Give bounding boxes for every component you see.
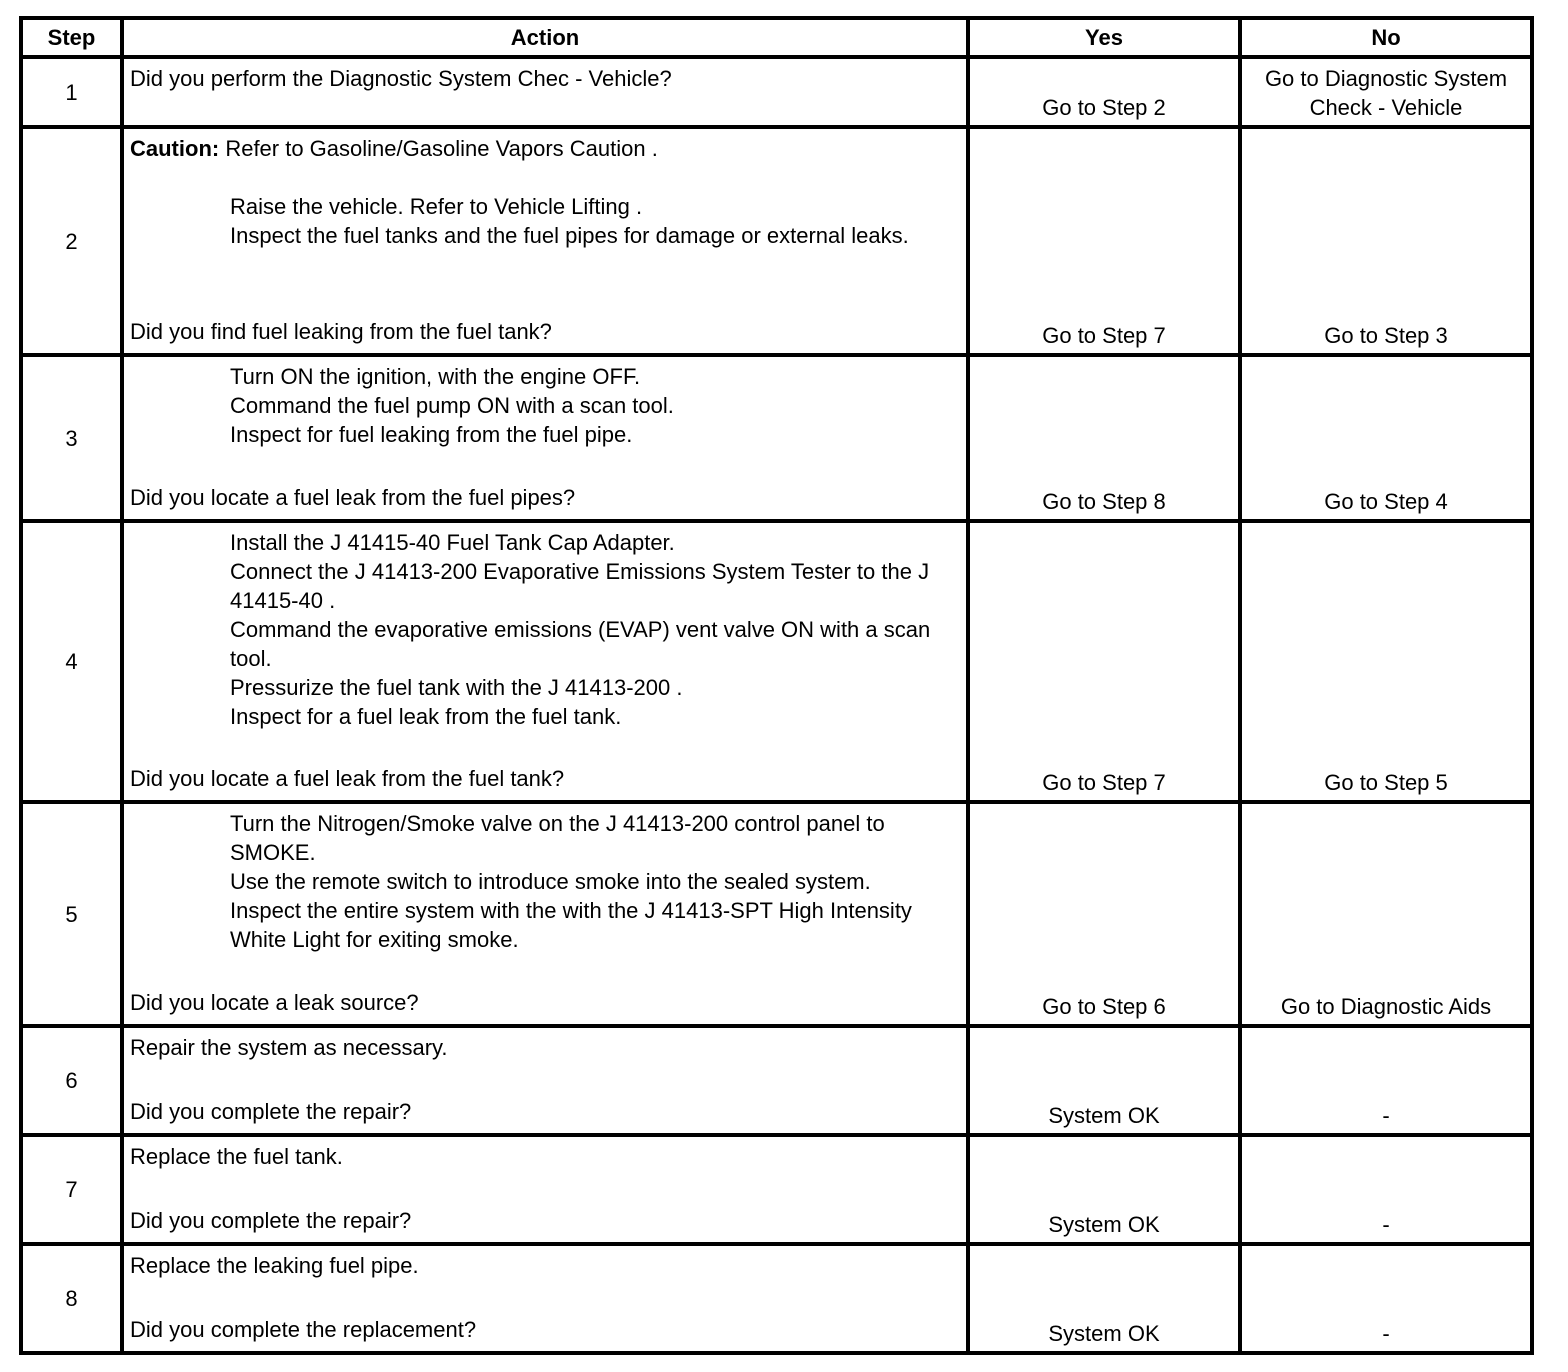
no-text-line1: Go to Diagnostic System bbox=[1264, 66, 1508, 91]
yes-cell: System OK bbox=[968, 1026, 1240, 1135]
diagnostic-table bbox=[19, 16, 1534, 1355]
question-text: Did you complete the replacement? bbox=[130, 1317, 477, 1342]
header-no: No bbox=[1240, 18, 1532, 57]
table-row bbox=[21, 355, 1532, 521]
no-cell: Go to Step 3 bbox=[1240, 127, 1532, 355]
action-cell bbox=[122, 521, 968, 802]
instruction-item: Repair the system as necessary. bbox=[130, 1035, 448, 1060]
instruction-item: Inspect the entire system with the with the J 41413-SPT High Intensity White Light for exiting smoke. bbox=[230, 898, 912, 952]
instruction-item: Replace the fuel tank. bbox=[130, 1144, 343, 1169]
yes-cell: Go to Step 7 bbox=[968, 127, 1240, 355]
step-number: 8 bbox=[21, 1244, 122, 1353]
instruction-item: Inspect for fuel leaking from the fuel pipe. bbox=[230, 422, 633, 447]
step-number: 1 bbox=[21, 57, 122, 127]
table-row bbox=[21, 127, 1532, 355]
caution-label: Caution: bbox=[130, 136, 220, 161]
table-row bbox=[21, 1244, 1532, 1353]
instruction-item: Connect the J 41413-200 Evaporative Emissions System Tester to the J 41415-40 . bbox=[230, 559, 930, 613]
header-row bbox=[21, 18, 1532, 57]
action-cell bbox=[122, 1026, 968, 1135]
step-number: 7 bbox=[21, 1135, 122, 1244]
no-cell: - bbox=[1240, 1244, 1532, 1353]
action-cell bbox=[122, 57, 968, 127]
header-step: Step bbox=[21, 18, 122, 57]
step-number: 6 bbox=[21, 1026, 122, 1135]
instruction-item: Raise the vehicle. Refer to Vehicle Lifting . bbox=[230, 194, 643, 219]
table-row bbox=[21, 57, 1532, 127]
step-number: 5 bbox=[21, 802, 122, 1026]
yes-cell: Go to Step 7 bbox=[968, 521, 1240, 802]
action-cell bbox=[122, 1135, 968, 1244]
table-row bbox=[21, 521, 1532, 802]
question-text: Did you locate a leak source? bbox=[130, 990, 419, 1015]
action-cell bbox=[122, 355, 968, 521]
question-text: Did you complete the repair? bbox=[130, 1208, 412, 1233]
action-cell bbox=[122, 802, 968, 1026]
instruction-item: Turn the Nitrogen/Smoke valve on the J 41413-200 control panel to SMOKE. bbox=[230, 811, 885, 865]
instruction-item: Replace the leaking fuel pipe. bbox=[130, 1253, 419, 1278]
instruction-item: Turn ON the ignition, with the engine OFF. bbox=[230, 364, 641, 389]
yes-cell: System OK bbox=[968, 1135, 1240, 1244]
question-text: Did you perform the Diagnostic System Chec - Vehicle? bbox=[130, 66, 672, 91]
instruction-item: Command the evaporative emissions (EVAP) vent valve ON with a scan tool. bbox=[230, 617, 931, 671]
action-cell bbox=[122, 1244, 968, 1353]
no-cell: - bbox=[1240, 1026, 1532, 1135]
caution-text: Refer to Gasoline/Gasoline Vapors Caution . bbox=[219, 136, 658, 161]
step-number: 2 bbox=[21, 127, 122, 355]
instruction-item: Command the fuel pump ON with a scan tool. bbox=[230, 393, 674, 418]
instruction-item: Inspect the fuel tanks and the fuel pipes for damage or external leaks. bbox=[230, 223, 909, 248]
table-row bbox=[21, 1026, 1532, 1135]
no-cell: - bbox=[1240, 1135, 1532, 1244]
no-text-line2: Check - Vehicle bbox=[1309, 95, 1463, 120]
question-text: Did you complete the repair? bbox=[130, 1099, 412, 1124]
question-text: Did you locate a fuel leak from the fuel pipes? bbox=[130, 485, 576, 510]
header-yes: Yes bbox=[968, 18, 1240, 57]
table-row bbox=[21, 1135, 1532, 1244]
question-text: Did you find fuel leaking from the fuel tank? bbox=[130, 319, 552, 344]
header-action: Action bbox=[122, 18, 968, 57]
caution-note bbox=[130, 134, 960, 163]
table-row bbox=[21, 802, 1532, 1026]
action-cell bbox=[122, 127, 968, 355]
step-number: 4 bbox=[21, 521, 122, 802]
no-cell: Go to Diagnostic Aids bbox=[1240, 802, 1532, 1026]
yes-cell: System OK bbox=[968, 1244, 1240, 1353]
instruction-item: Use the remote switch to introduce smoke into the sealed system. bbox=[230, 869, 871, 894]
instruction-item: Install the J 41415-40 Fuel Tank Cap Adapter. bbox=[230, 530, 675, 555]
no-cell bbox=[1240, 57, 1532, 127]
yes-cell: Go to Step 8 bbox=[968, 355, 1240, 521]
no-cell: Go to Step 5 bbox=[1240, 521, 1532, 802]
yes-cell: Go to Step 6 bbox=[968, 802, 1240, 1026]
no-cell: Go to Step 4 bbox=[1240, 355, 1532, 521]
instruction-item: Inspect for a fuel leak from the fuel tank. bbox=[230, 704, 622, 729]
step-number: 3 bbox=[21, 355, 122, 521]
instruction-item: Pressurize the fuel tank with the J 41413-200 . bbox=[230, 675, 683, 700]
yes-cell: Go to Step 2 bbox=[968, 57, 1240, 127]
question-text: Did you locate a fuel leak from the fuel tank? bbox=[130, 766, 565, 791]
